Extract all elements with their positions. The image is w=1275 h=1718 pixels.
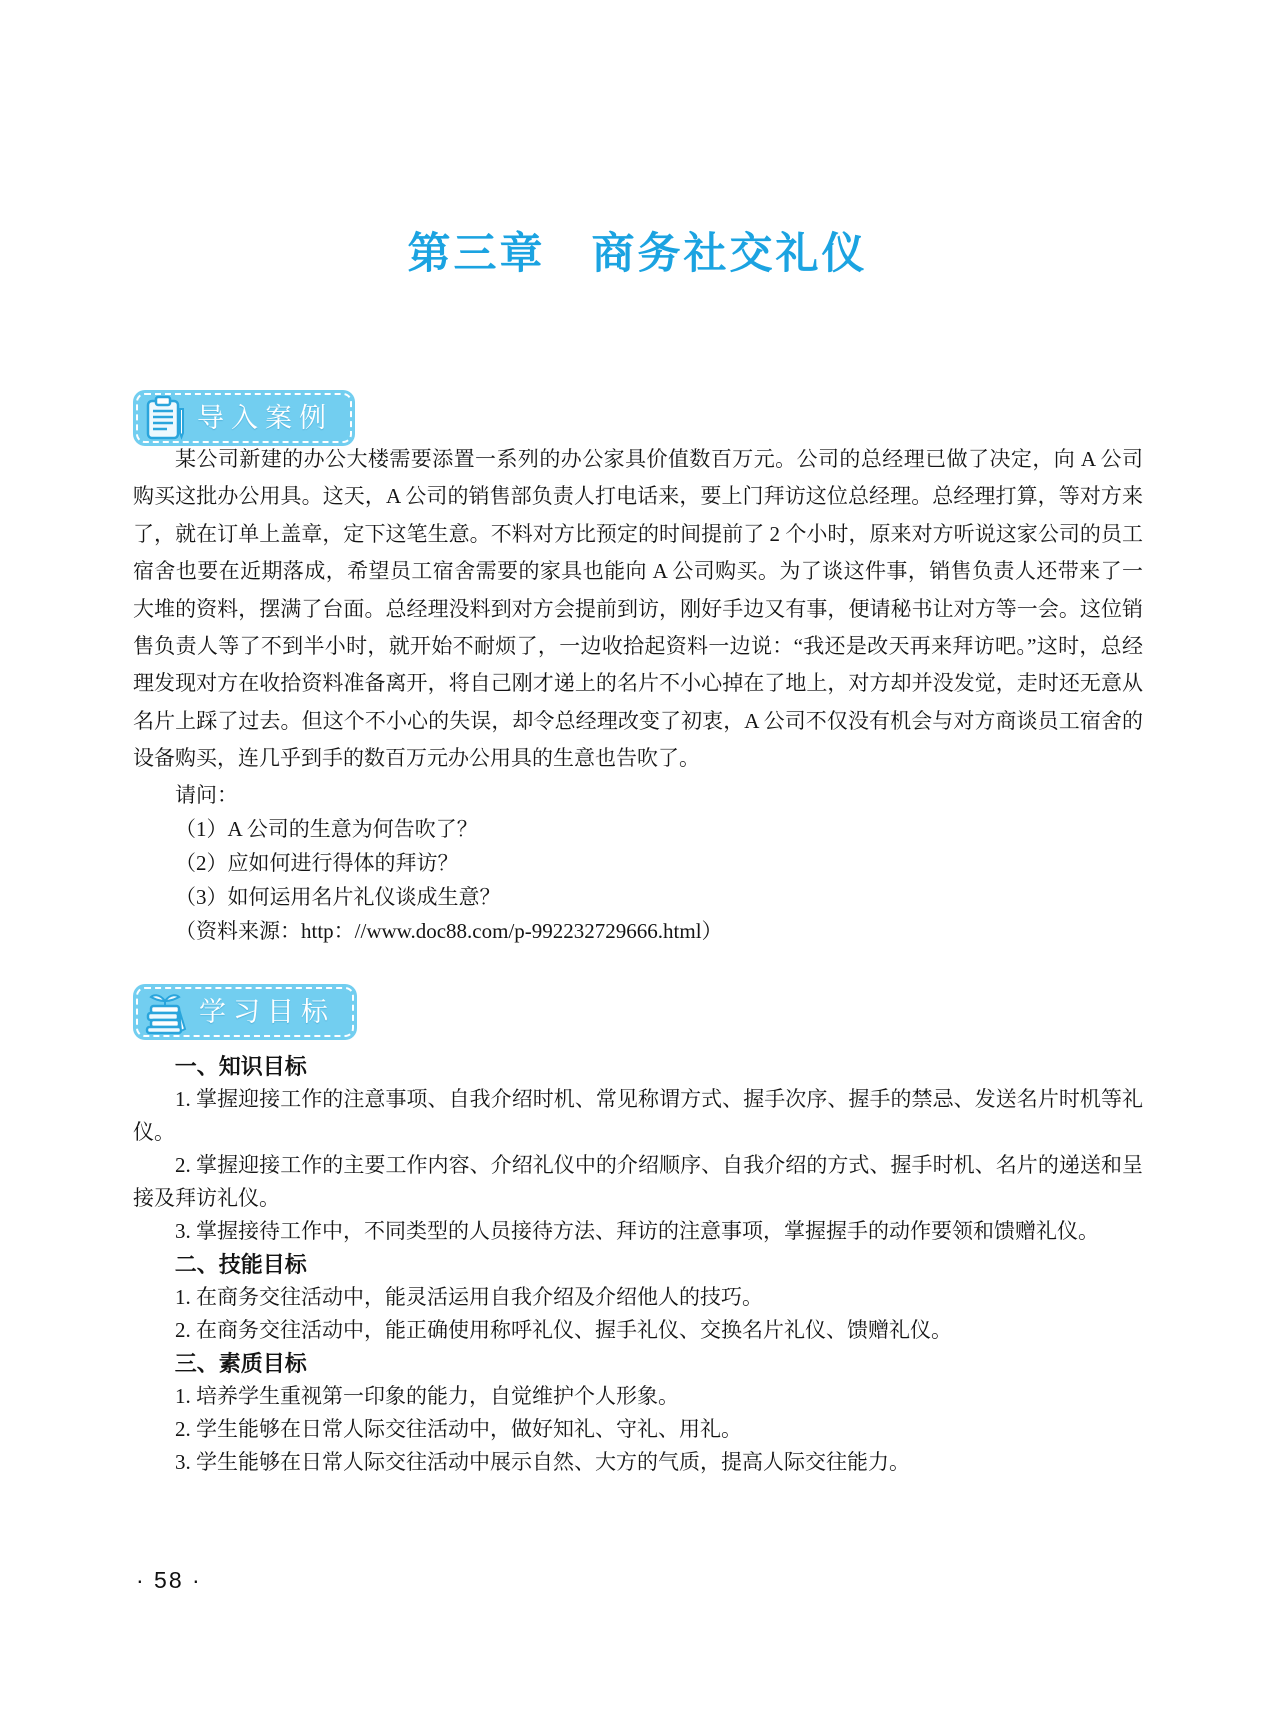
objective-item: 3. 学生能够在日常人际交往活动中展示自然、大方的气质，提高人际交往能力。 (175, 1450, 910, 1474)
objective-item: 1. 掌握迎接工作的注意事项、自我介绍时机、常见称谓方式、握手次序、握手的禁忌、发送名片时机等礼仪。 (133, 1087, 1143, 1144)
case-source: （资料来源：http：//www.doc88.com/p-992232729666.html） (175, 918, 723, 943)
objective-item: 3. 掌握接待工作中，不同类型的人员接待方法、拜访的注意事项，掌握握手的动作要领和馈赠礼仪。 (175, 1219, 1099, 1243)
case-paragraph: 某公司新建的办公大楼需要添置一系列的办公家具价值数百万元。公司的总经理已做了决定，向 A 公司购买这批办公用具。这天，A 公司的销售部负责人打电话来，要上门拜访这位总经理。总经理打算，等对方来了，就在订单上盖章，定下这笔生意。不料对方比预定的时间提前了 2 个小时，原来对方听说这家公司的员工宿舍也要在近期落成，希望员工宿舍需要的家具也能向 A 公司购买。为了谈这件事，销售负责人还带来了一大堆的资料，摆满了台面。总经理没料到对方会提前到访，刚好手边又有事，便请秘书让对方等一会。这位销售负责人等了不到半小时，就开始不耐烦了，一边收拾起资料一边说：“我还是改天再来拜访吧。”这时，总经理发现对方在收拾资料准备离开，将自己刚才递上的名片不小心掉在了地上，对方却并没发觉，走时还无意从名片上踩了过去。但这个不小心的失误，却令总经理改变了初衷，A 公司不仅没有机会与对方商谈员工宿舍的设备购买，连几乎到手的数百万元办公用具的生意也告吹了。 (133, 447, 1143, 771)
objective-item: 2. 学生能够在日常人际交往活动中，做好知礼、守礼、用礼。 (175, 1417, 742, 1441)
page-number: · 58 · (136, 1567, 202, 1593)
objectives-block (133, 1050, 1143, 1479)
chapter-title: 第三章 商务社交礼仪 (407, 231, 868, 278)
clipboard-icon (145, 395, 187, 441)
objectives-heading-knowledge: 一、知识目标 (174, 1054, 307, 1079)
case-prompt: 请问： (175, 782, 238, 807)
case-intro-badge (133, 390, 355, 446)
objective-item: 1. 在商务交往活动中，能灵活运用自我介绍及介绍他人的技巧。 (175, 1285, 763, 1309)
objectives-heading-skill: 二、技能目标 (174, 1252, 307, 1277)
case-question-2: （2）应如何进行得体的拜访？ (175, 850, 459, 875)
objectives-heading-quality: 三、素质目标 (174, 1351, 307, 1376)
objective-item: 1. 培养学生重视第一印象的能力，自觉维护个人形象。 (175, 1384, 679, 1408)
case-badge-label: 导入案例 (197, 402, 333, 433)
objective-item: 2. 掌握迎接工作的主要工作内容、介绍礼仪中的介绍顺序、自我介绍的方式、握手时机、名片的递送和呈接及拜访礼仪。 (133, 1153, 1143, 1210)
objectives-badge (133, 984, 357, 1040)
case-question-1: （1）A 公司的生意为何告吹了？ (175, 816, 478, 841)
objective-item: 2. 在商务交往活动中，能正确使用称呼礼仪、握手礼仪、交换名片礼仪、馈赠礼仪。 (175, 1318, 952, 1342)
case-block (133, 441, 1143, 948)
objectives-badge-label: 学习目标 (199, 996, 335, 1027)
books-sprout-icon (145, 989, 189, 1035)
case-question-3: （3）如何运用名片礼仪谈成生意？ (175, 884, 501, 909)
